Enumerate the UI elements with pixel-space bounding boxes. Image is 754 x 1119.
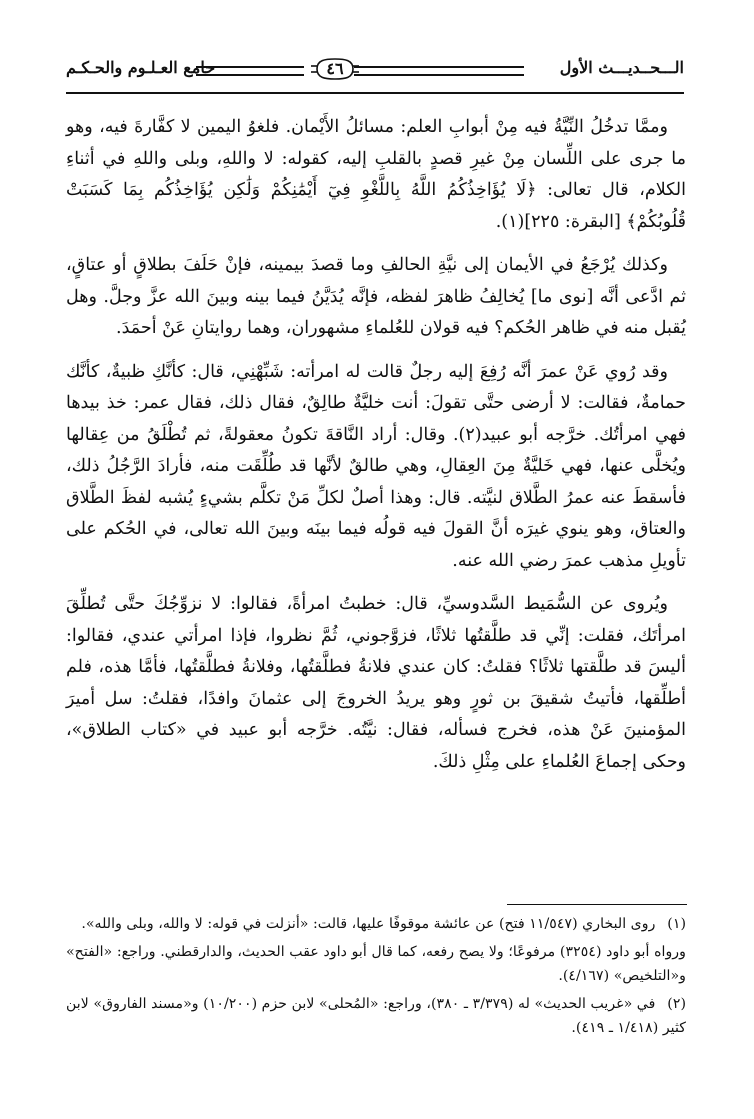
footnote-continuation: ورواه أبو داود (٣٢٥٤) مرفوعًا؛ ولا يصح رفعه، كما قال أبو داود عقب الحديث، والدارقطني. وراجع: «الفتح» و«التلخيص» (٤/١٦٧). xyxy=(66,944,686,984)
paragraph: ويُروى عن السُّمَيط السَّدوسيِّ، قال: خطبتُ امرأةً، فقالوا: لا نزوِّجُكَ حتَّى تُطلِّقَ امرأتَك، فقلت: إنِّي قد طلَّقتُها ثلاثًا، فزوَّجوني، ثُمَّ نظروا، فإذا امرأتي عندي، فقالوا: أليسَ قد طلَّقتها ثلاثًا؟ فقلتُ: كان عندي فلانةُ فطلَّقتُها، وفلانةُ فطلَّقتُها، فأمَّا هذه، فلم أطلِّقها، فأتيتُ شقيقَ بن ثورٍ وهو يريدُ الخروجَ إلى عثمانَ وافدًا، فقلتُ: سل أميرَ المؤمنينَ عَنْ هذه، فخرج فسأله، فقال: نيَّتُه. خرَّجه أبو عبيد في «كتاب الطلاق»، وحكى إجماعَ العُلماءِ على مِثْلِ ذلكَ. xyxy=(66,594,686,772)
page-number: ٤٦ xyxy=(326,59,344,78)
footnote-divider xyxy=(507,904,687,905)
footnote-text: في «غريب الحديث» له (٣/٣٧٩ ـ ٣٨٠)، وراجع: «المُحلى» لابن حزم (١٠/٢٠٠) و«مسند الفاروق» لابن كثير (١/٤١٨ ـ ٤١٩). xyxy=(66,996,686,1036)
chapter-title: الـــحــديـــث الأول xyxy=(559,58,684,77)
page-number-frame xyxy=(311,56,359,82)
footnotes xyxy=(66,912,686,1044)
paragraph: وقد رُوي عَنْ عمرَ أنَّه رُفِعَ إليه رجلٌ قالت له امرأته: شَبِّهْنِي، قال: كأنَّكِ ظبيةٌ، كأنَّك حمامةٌ، فقالت: لا أرضى حتَّى تقولَ: أنت خليَّةٌ طالِقٌ، فقال ذلك، فقال عمر: خذ بيدها فهي امرأتُك. خرَّجه أبو عبيد(٢). وقال: أراد النَّاقةَ تكونُ معقولةً، ثم تُطْلَقُ من عِقالها ويُخلَّى عنها، فهي خَليَّةٌ مِنَ العِقالِ، وهي طالقٌ لأنَّها قد طُلِّقَت منه، فأرادَ الرَّجُلُ ذلك، فأسقطَ عنه عمرُ الطَّلاق لنيَّته. قال: وهذا أصلٌ لكلِّ مَنْ تكلَّم بشيءٍ يُشبه لفظَ الطَّلاق والعتاق، وهو ينوي غيرَه أنَّ القولَ فيه قولُه فيما بينَه وبينَ الله تعالى، في الحُكم على تأويلِ مذهب عمرَ رضي الله عنه. xyxy=(66,361,687,571)
footnote-text: روى البخاري (١١/٥٤٧ فتح) عن عائشة موقوفًا عليها، قالت: «أنزلت في قوله: لا والله، وبلى والله». xyxy=(81,916,656,932)
footnote xyxy=(66,912,686,936)
main-text xyxy=(66,112,686,790)
header-rule-right xyxy=(354,66,524,76)
paragraph: وممَّا تدخُلُ النِّيَّةُ فيه مِنْ أبوابِ العلم: مسائلُ الأَيْمان. فلغوُ اليمين لا كفَّارةَ فيه، وهو ما جرى على اللِّسان مِنْ غيرِ قصدٍ بالقلبِ إليه، كقوله: لا واللهِ، وبلى واللهِ في أثناءِ الكلام، قال تعالى: ﴿لَا يُؤَاخِذُكُمُ اللَّهُ بِاللَّغْوِ فِيٓ أَيْمَٰنِكُمْ وَلَٰكِن يُؤَاخِذُكُم بِمَا كَسَبَتْ قُلُوبُكُمْ﴾ [البقرة: ٢٢٥](١). xyxy=(66,117,686,232)
footnote-number: (٢) xyxy=(667,996,686,1012)
footnote xyxy=(66,992,686,1040)
page-header xyxy=(66,56,684,88)
header-divider xyxy=(66,92,684,94)
book-title: جامع العـلـوم والحـكـم xyxy=(66,58,216,77)
footnote-number: (١) xyxy=(667,916,686,932)
paragraph: وكذلك يُرْجَعُ في الأيمان إلى نيَّةِ الحالفِ وما قصدَ بيمينه، فإنْ حَلَفَ بطلاقٍ أو عتاقٍ، ثم ادَّعى أنَّه [نوى ما] يُخالِفُ ظاهرَ لفظه، فإنَّه يُدَيَّنُ فيما بينه وبينَ الله عزَّ وجلَّ. وهل يُقبل منه في ظاهر الحُكم؟ فيه قولان للعُلماءِ مشهوران، وهما روايتانِ عَنْ أحمَدَ. xyxy=(66,255,686,338)
